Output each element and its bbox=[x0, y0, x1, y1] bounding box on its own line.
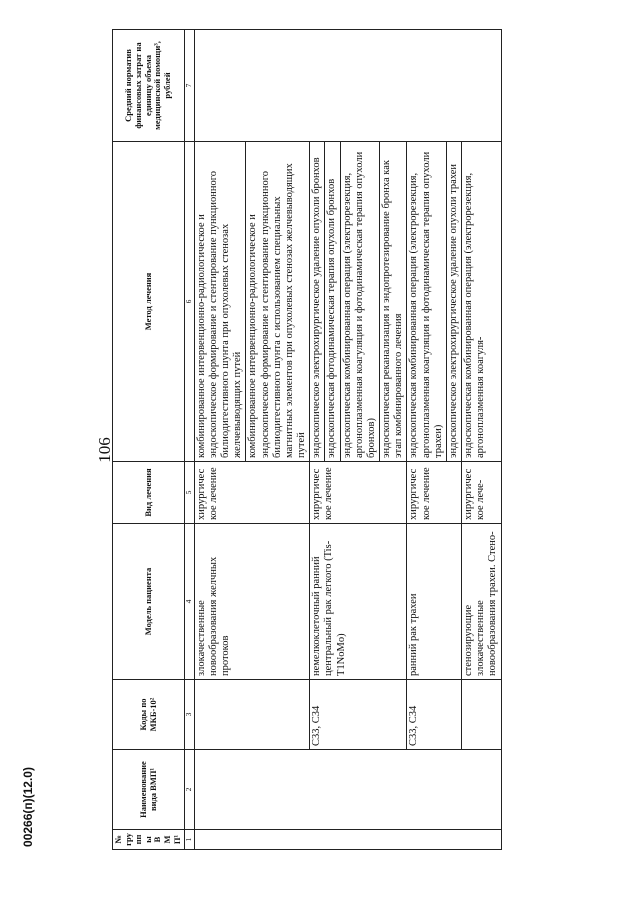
patient-model-cell: злокачественные новообразования желчных протоков bbox=[194, 524, 310, 680]
header-row bbox=[113, 30, 185, 850]
treatment-method-cell: эндоскопическое электрохирургическое удаление опухоли бронхов bbox=[310, 142, 325, 462]
icd-codes-cell bbox=[194, 680, 310, 750]
header-vmp-name: Наименование вида ВМП¹ bbox=[113, 750, 185, 830]
header-treatment-type: Вид лечения bbox=[113, 462, 185, 524]
table-frame bbox=[112, 30, 612, 850]
column-number-row bbox=[185, 30, 195, 850]
patient-model-cell: стенозирующие злокачественные новообразования трахеи. Стено- bbox=[462, 524, 502, 680]
treatment-type-cell: хирургическое лечение bbox=[310, 462, 407, 524]
treatment-method-cell: эндоскопическое электрохирургическое удаление опухоли трахеи bbox=[446, 142, 461, 462]
column-number: 2 bbox=[185, 750, 195, 830]
header-group-number: № группы ВМП¹ bbox=[113, 830, 185, 850]
column-number: 7 bbox=[185, 30, 195, 142]
group-number-cell bbox=[194, 830, 501, 850]
treatment-method-cell: эндоскопическая комбинированная операция (электрорезекция, аргоноплазменная коагуля- bbox=[462, 142, 502, 462]
column-number: 4 bbox=[185, 524, 195, 680]
treatment-type-cell: хирургическое лечение bbox=[407, 462, 462, 524]
page-number: 106 bbox=[94, 437, 114, 463]
icd-codes-cell bbox=[462, 680, 502, 750]
patient-model-cell: немелкоклеточный ранний центральный рак легкого (Tis-T1NoMo) bbox=[310, 524, 407, 680]
average-cost-cell bbox=[194, 30, 501, 142]
treatment-method-cell: эндоскопическая фотодинамическая терапия опухоли бронхов bbox=[325, 142, 340, 462]
table-row bbox=[310, 30, 325, 850]
table-row bbox=[462, 30, 502, 850]
treatment-method-cell: эндоскопическая реканализация и эндопротезирование бронха как этап комбинированного лечения bbox=[380, 142, 407, 462]
treatment-method-cell: эндоскопическая комбинированная операция (электрорезекция, аргоноплазменная коагуляция и фотодинамическая терапия опухоли бронхов) bbox=[340, 142, 380, 462]
column-number: 1 bbox=[185, 830, 195, 850]
document-code: 00266(п)(12.0) bbox=[20, 767, 35, 847]
icd-codes-cell: C33, C34 bbox=[407, 680, 462, 750]
header-treatment-method: Метод лечения bbox=[113, 142, 185, 462]
column-number: 5 bbox=[185, 462, 195, 524]
treatment-type-cell: хирургическое лечение bbox=[194, 462, 310, 524]
header-patient-model: Модель пациента bbox=[113, 524, 185, 680]
treatment-type-cell: хирургическое лече- bbox=[462, 462, 502, 524]
rotated-table-wrapper bbox=[112, 30, 612, 850]
icd-codes-cell: C33, C34 bbox=[310, 680, 407, 750]
header-average-cost: Средний норматив финансовых затрат на единицу объема медицинской помощи³, рублей bbox=[113, 30, 185, 142]
header-icd-codes: Коды по МКБ-10² bbox=[113, 680, 185, 750]
column-number: 3 bbox=[185, 680, 195, 750]
vmp-table bbox=[112, 29, 502, 850]
patient-model-cell: ранний рак трахеи bbox=[407, 524, 462, 680]
treatment-method-cell: комбинированное интервенционно-радиологическое и эндоскопическое формирование и стентирование пункционного билиодигестивного шунта при опухолевых стенозах желчевыводящих путей bbox=[194, 142, 246, 462]
treatment-method-cell: эндоскопическая комбинированная операция (электрорезекция, аргоноплазменная коагуляция и фотодинамическая терапия опухоли трахеи) bbox=[407, 142, 447, 462]
table-row bbox=[407, 30, 447, 850]
table-row bbox=[194, 30, 246, 850]
treatment-method-cell: комбинированное интервенционно-радиологическое и эндоскопическое формирование и стентирование пункционного билиодигестивного шунта с использованием специальных магнитных элементов при опухолевых стенозах желчевыводящих путей bbox=[246, 142, 310, 462]
vmp-name-cell bbox=[194, 750, 501, 830]
column-number: 6 bbox=[185, 142, 195, 462]
